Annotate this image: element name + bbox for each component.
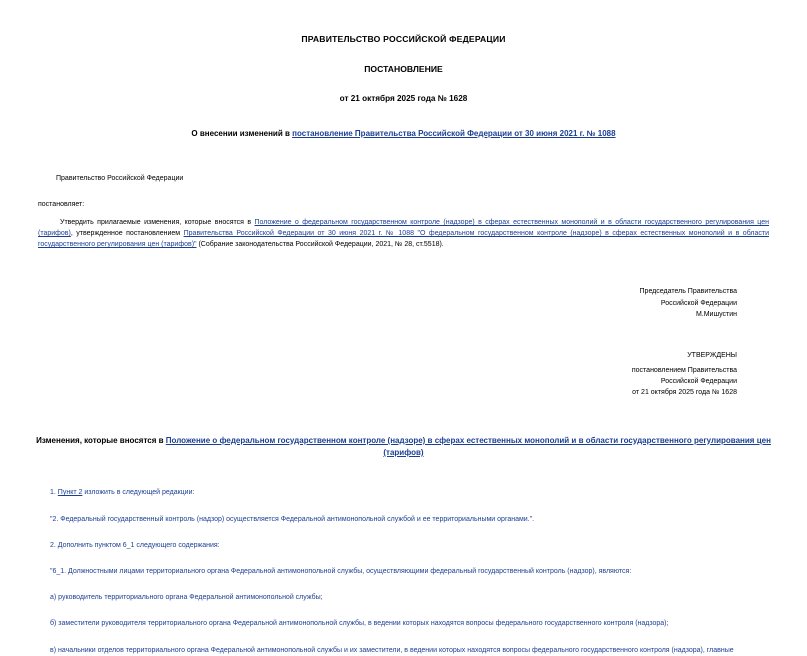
changes-heading	[0, 435, 807, 460]
list-item	[50, 566, 769, 577]
item-4-text: "6_1. Должностными лицами территориального органа Федеральной антимонопольной службы, осуществляющими федеральный государственный контроль (надзор), являются:	[50, 567, 632, 575]
signature-name: М.Мишустин	[695, 310, 737, 318]
document-date: от 21 октября 2025 года № 1628	[339, 94, 468, 103]
issuing-authority: Правительство Российской Федерации	[56, 175, 184, 183]
item-5-text: а) руководитель территориального органа Федеральной антимонопольной службы;	[50, 594, 323, 602]
list-item	[50, 592, 769, 603]
main-paragraph	[38, 217, 769, 250]
document-kind: ПОСТАНОВЛЕНИЕ	[364, 64, 443, 74]
list-item	[50, 487, 769, 498]
main-paragraph-part-1: Утвердить прилагаемые изменения, которые вносятся в	[60, 219, 255, 227]
approval-line-3: от 21 октября 2025 года № 1628	[632, 389, 737, 397]
main-paragraph-part-2: , утвержденное постановлением	[70, 230, 184, 238]
approval-line-1: постановлением Правительства	[631, 366, 737, 374]
regulation-link[interactable]: Положение о федеральном государственном контроле (надзоре) в сферах естественных монополий и в области государственного регулирования цен (тарифов)	[38, 219, 769, 238]
resolution-1088-link[interactable]: Правительства Российской Федерации от 30 июня 2021 г. № 1088 "О федеральном государственном контроле (надзоре) в сферах естественных монополий и в области государственного регулирования цен (тарифов)"	[38, 230, 769, 249]
approval-line-2: Российской Федерации	[660, 377, 737, 385]
document-header	[0, 34, 807, 139]
signature-position-line-1: Председатель Правительства	[639, 288, 737, 296]
item-7-text: в) начальники отделов территориального органа Федеральной антимонопольной службы и их заместители, в ведении которых находятся вопросы федерального государственного контроля (надзора), главные	[50, 646, 734, 654]
page-title: ПРАВИТЕЛЬСТВО РОССИЙСКОЙ ФЕДЕРАЦИИ	[301, 34, 506, 44]
subject-reference-link[interactable]: постановление Правительства Российской Федерации от 30 июня 2021 г. № 1088	[292, 129, 616, 138]
changes-regulation-link[interactable]: Положение о федеральном государственном контроле (надзоре) в сферах естественных монополий и в области государственного регулирования цен (тарифов)	[165, 435, 771, 458]
list-item	[50, 645, 769, 656]
item-3-text: 2. Дополнить пунктом 6_1 следующего содержания:	[50, 541, 220, 549]
list-item	[50, 618, 769, 629]
item-1-suffix: изложить в следующей редакции:	[82, 489, 195, 497]
signature-position-line-2: Российской Федерации	[660, 299, 737, 307]
main-paragraph-part-3: (Собрание законодательства Российской Федерации, 2021, № 28, ст.5518).	[196, 241, 444, 249]
approval-heading: УТВЕРЖДЕНЫ	[687, 352, 737, 360]
changes-items-list	[0, 487, 807, 655]
item-1-prefix: 1.	[50, 489, 58, 497]
document-subject	[0, 128, 807, 139]
resolves-word: постановляет:	[38, 201, 85, 209]
point-2-link[interactable]: Пункт 2	[57, 489, 83, 497]
item-6-text: б) заместители руководителя территориального органа Федеральной антимонопольной службы, в ведении которых находятся вопросы федерального государственного контроля (надзора);	[50, 620, 669, 628]
list-item	[50, 514, 769, 525]
approval-block	[38, 350, 769, 398]
document-page	[0, 34, 807, 654]
list-item	[50, 540, 769, 551]
changes-heading-prefix: Изменения, которые вносятся в	[36, 435, 166, 445]
document-body	[0, 175, 807, 398]
signature-block	[38, 286, 769, 320]
item-2-text: "2. Федеральный государственный контроль (надзор) осуществляется Федеральной антимонопольной службой и ее территориальными органами.".	[50, 515, 535, 523]
subject-text: О внесении изменений в	[191, 129, 293, 138]
